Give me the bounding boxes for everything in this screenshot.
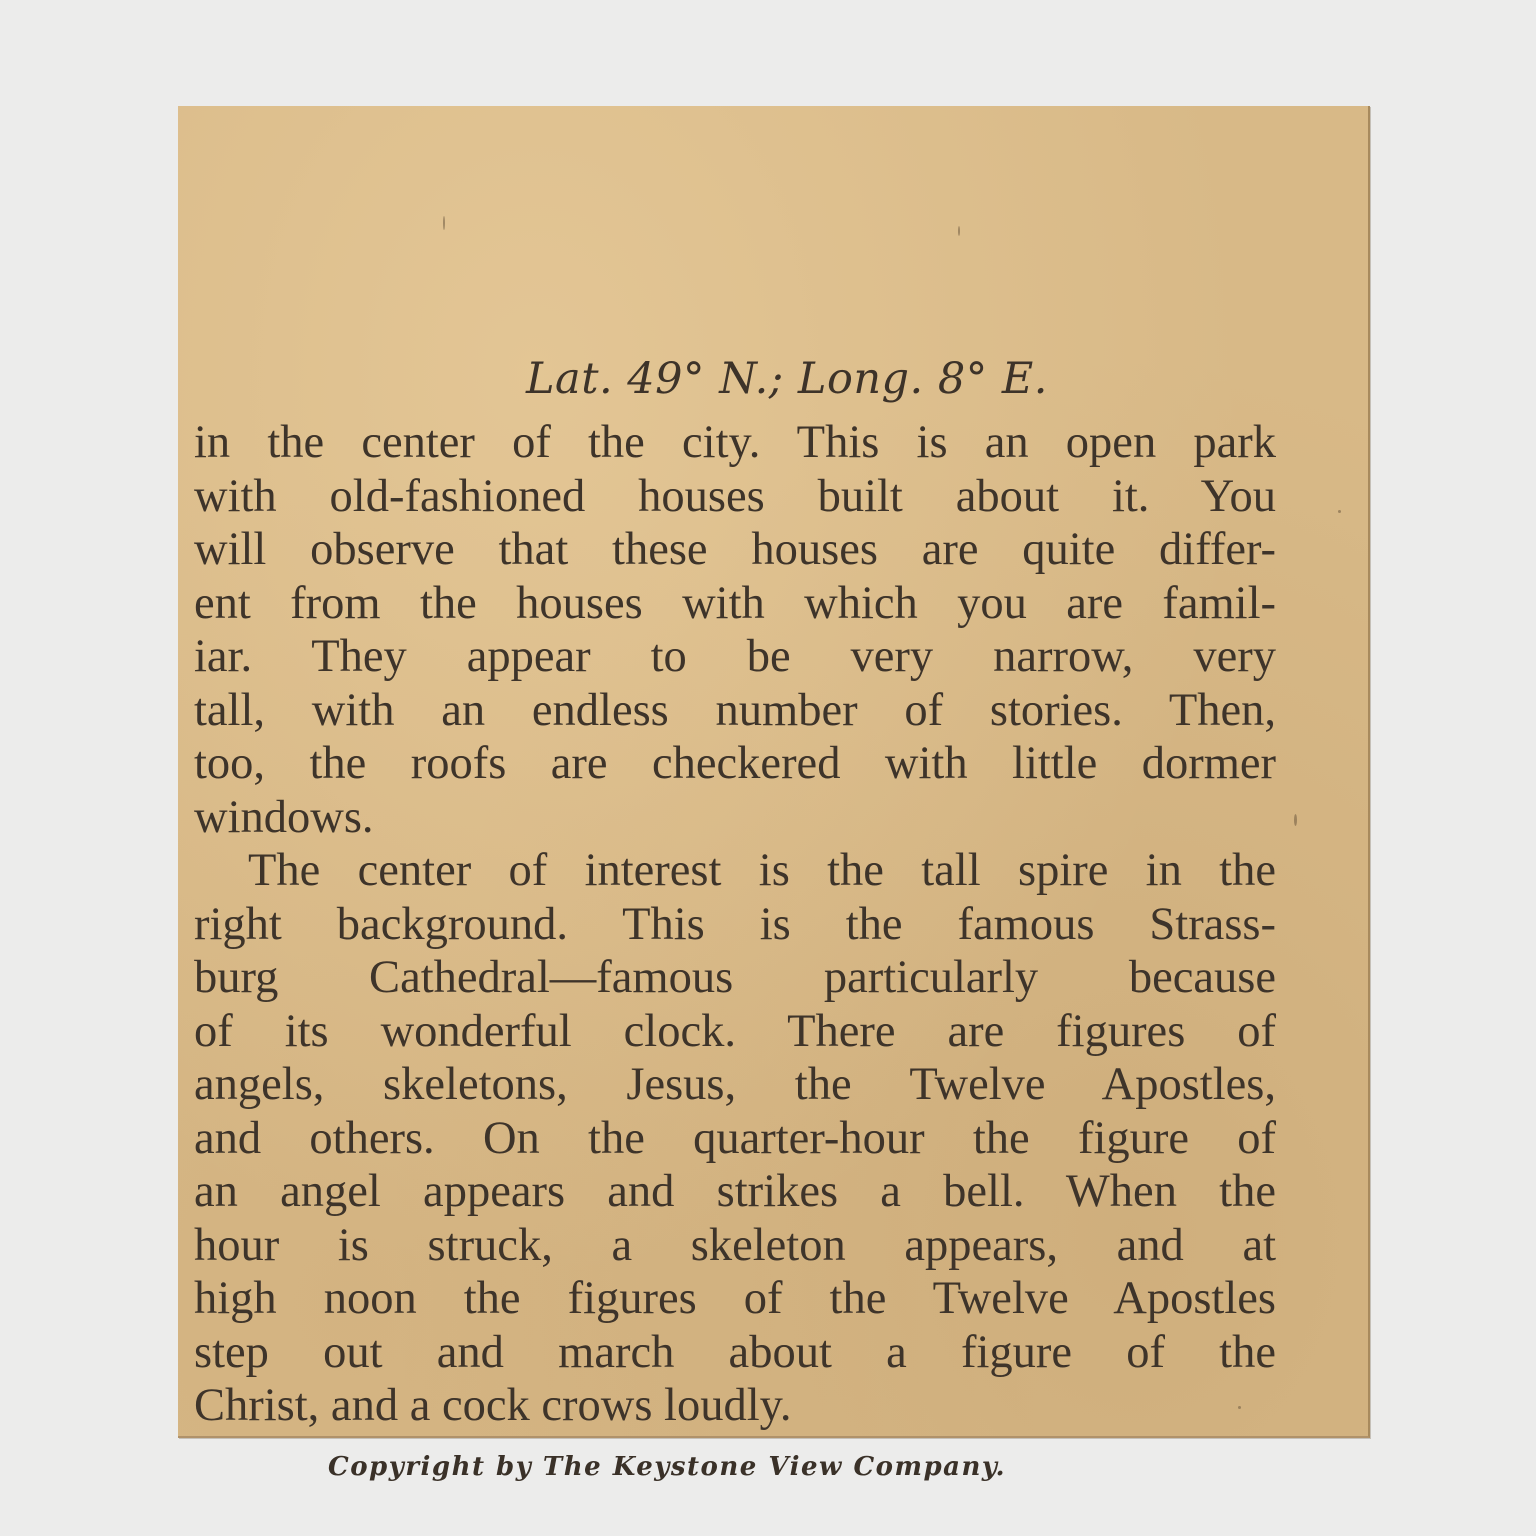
text-line: angels, skeletons, Jesus, the Twelve Apostles, <box>194 1059 1276 1110</box>
text-line: hour is struck, a skeleton appears, and at <box>194 1219 1276 1271</box>
copyright-notice: Copyright by The Keystone View Company. <box>328 1452 1007 1482</box>
stereoview-card-back <box>178 106 1370 1482</box>
text-line: with old-fashioned houses built about it. You <box>194 470 1276 522</box>
text-line: and others. On the quarter-hour the figure of <box>194 1112 1276 1164</box>
description-text <box>194 416 1276 1433</box>
text-line: too, the roofs are checkered with little dormer <box>194 738 1276 789</box>
text-line: ent from the houses with which you are famil- <box>194 577 1276 629</box>
paper-speck <box>958 226 960 236</box>
paper-speck <box>1338 510 1341 513</box>
text-line: step out and march about a figure of the <box>194 1326 1276 1378</box>
text-line: burg Cathedral—famous particularly because <box>194 952 1276 1003</box>
paper-speck <box>443 216 445 230</box>
text-line: of its wonderful clock. There are figures of <box>194 1005 1276 1057</box>
coordinates-heading: Lat. 49° N.; Long. 8° E. <box>526 354 1048 404</box>
text-line: in the center of the city. This is an open park <box>194 417 1276 468</box>
text-line: tall, with an endless number of stories. Then, <box>194 684 1276 736</box>
paragraph-1 <box>194 416 1276 844</box>
paragraph-2 <box>194 844 1276 1433</box>
text-line: Christ, and a cock crows loudly. <box>194 1380 792 1431</box>
text-line: an angel appears and strikes a bell. When the <box>194 1166 1276 1217</box>
text-line: iar. They appear to be very narrow, very <box>194 631 1276 682</box>
text-line: The center of interest is the tall spire in the <box>248 845 1276 896</box>
text-line: high noon the figures of the Twelve Apostles <box>194 1273 1276 1324</box>
text-line: will observe that these houses are quite differ- <box>194 524 1276 575</box>
paper-speck <box>1238 1406 1241 1409</box>
paper-speck <box>1294 814 1297 826</box>
text-line: windows. <box>194 791 374 843</box>
text-line: right background. This is the famous Strass- <box>194 898 1276 950</box>
